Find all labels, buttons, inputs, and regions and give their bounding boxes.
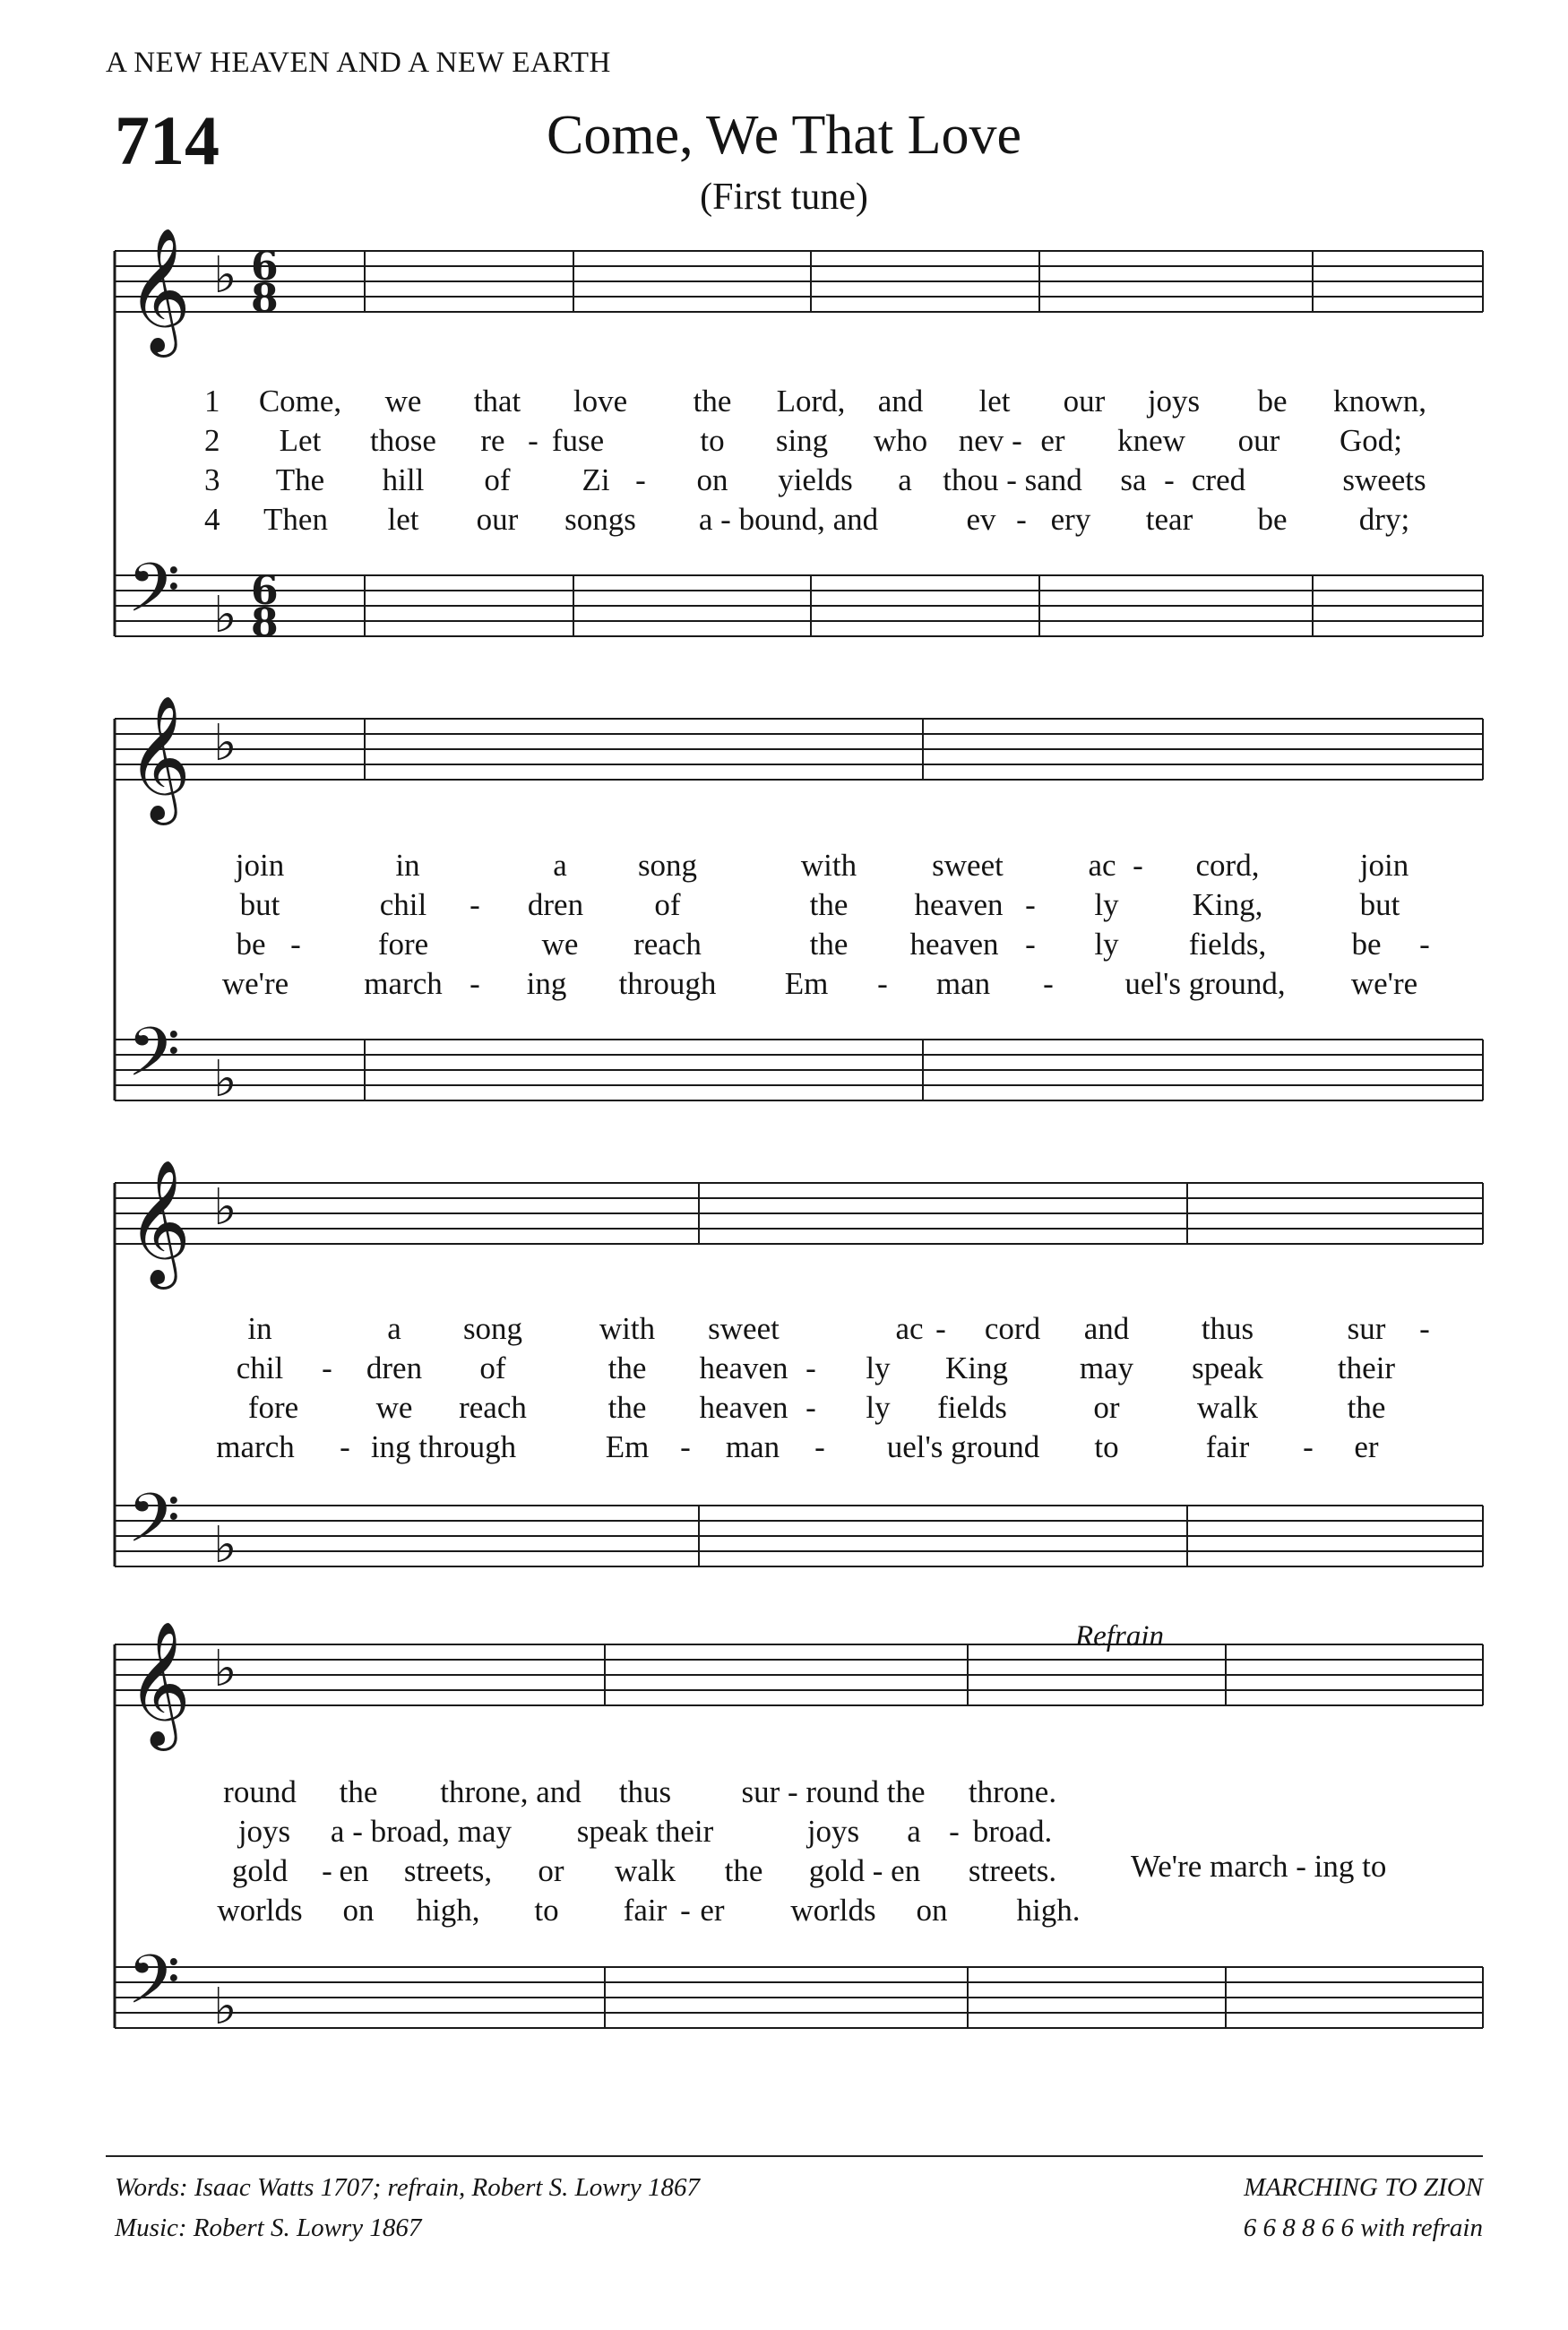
lyric-syllable: the (724, 1853, 763, 1888)
lyric-syllable: cord, (1195, 848, 1260, 883)
lyric-syllable: love (573, 384, 628, 419)
lyric-syllable: joys (1147, 384, 1201, 419)
lyric-syllable: our (1237, 423, 1280, 458)
lyric-syllable: The (275, 462, 325, 497)
lyric-syllable: be (236, 927, 266, 962)
lyric-syllable: the (809, 927, 849, 962)
lyric-syllable: the (693, 384, 732, 419)
lyric-syllable: let (978, 384, 1011, 419)
lyric-syllable: a (387, 1311, 401, 1346)
lyric-syllable: streets, (403, 1853, 493, 1888)
flat-icon: ♭ (213, 1050, 237, 1109)
flat-icon: ♭ (213, 1978, 237, 2036)
bass-clef-icon: 𝄢 (127, 548, 181, 644)
lyric-syllable: walk (1196, 1390, 1259, 1425)
lyric-syllable: in (395, 848, 420, 883)
lyric-syllable: - (1012, 423, 1022, 458)
lyric-syllable: Let (279, 423, 322, 458)
lyric-syllable: Em (784, 966, 829, 1001)
lyric-syllable: - (1016, 502, 1027, 537)
lyric-syllable: King, (1192, 887, 1263, 922)
lyric-syllable: - (322, 1853, 332, 1888)
lyric-syllable: our (1063, 384, 1106, 419)
lyric-syllable: - (635, 462, 646, 497)
lyric-syllable: sur (1347, 1311, 1386, 1346)
lyric-syllable: on (916, 1893, 948, 1928)
refrain-lyric: We're march - ing to (1131, 1849, 1387, 1884)
lyric-syllable: - (806, 1390, 816, 1425)
staff-system (0, 1609, 1568, 2064)
lyric-syllable: throne, and (440, 1774, 582, 1809)
lyric-syllable: the (809, 887, 849, 922)
lyric-syllable: on (342, 1893, 375, 1928)
lyric-syllable: Come, (258, 384, 342, 419)
lyric-syllable: - (1133, 848, 1143, 883)
lyric-syllable: a - bound, and (698, 502, 879, 537)
lyric-syllable: worlds (217, 1893, 303, 1928)
lyric-syllable: Zi (582, 462, 610, 497)
lyric-syllable: with (800, 848, 857, 883)
lyric-syllable: ery (1050, 502, 1091, 537)
lyric-syllable: - (290, 927, 301, 962)
lyric-syllable: worlds (790, 1893, 876, 1928)
lyric-syllable: of (484, 462, 511, 497)
lyric-syllable: - (340, 1429, 350, 1464)
lyric-syllable: the (607, 1351, 647, 1385)
lyric-syllable: - (1419, 1311, 1430, 1346)
lyric-syllable: ly (1094, 927, 1119, 962)
lyric-syllable: march (364, 966, 443, 1001)
lyric-syllable: dren (366, 1351, 423, 1385)
time-signature-top: 6 (251, 244, 279, 289)
music-credit: Music: Robert S. Lowry 1867 (115, 2214, 422, 2242)
lyric-syllable: our (476, 502, 519, 537)
lyric-syllable: high. (1016, 1893, 1081, 1928)
lyric-syllable: joys (806, 1814, 860, 1849)
time-signature-bottom: 8 (251, 276, 279, 322)
lyric-syllable: those (370, 423, 436, 458)
refrain-label: Refrain (1075, 1620, 1164, 1653)
verse-number: 1 (204, 384, 220, 419)
lyric-syllable: sing (775, 423, 829, 458)
lyric-syllable: through (618, 966, 717, 1001)
meter: 6 6 8 8 6 6 with refrain (1243, 2214, 1483, 2242)
words-credit: Words: Isaac Watts 1707; refrain, Robert S. Lowry 1867 (115, 2173, 701, 2202)
lyric-syllable: gold - en (808, 1853, 921, 1888)
lyric-syllable: may (1079, 1351, 1134, 1385)
lyric-syllable: join (1359, 848, 1409, 883)
lyric-syllable: reach (633, 927, 702, 962)
verse-number: 3 (204, 462, 220, 497)
lyric-syllable: ac (1088, 848, 1116, 883)
lyric-syllable: to (534, 1893, 559, 1928)
lyric-syllable: high, (416, 1893, 480, 1928)
lyric-syllable: - (1025, 927, 1036, 962)
flat-icon: ♭ (213, 1640, 237, 1698)
bass-clef-icon: 𝄢 (127, 1940, 181, 2036)
lyric-syllable: sa (1120, 462, 1147, 497)
tune-name: MARCHING TO ZION (1244, 2173, 1483, 2202)
lyric-syllable: ly (866, 1390, 891, 1425)
staff-system (0, 683, 1568, 1136)
lyric-syllable: - (1043, 966, 1054, 1001)
lyric-syllable: we (375, 1390, 413, 1425)
lyric-syllable: thus (618, 1774, 672, 1809)
lyric-syllable: ing (526, 966, 567, 1001)
lyric-syllable: round (223, 1774, 297, 1809)
bass-clef-icon: 𝄢 (127, 1479, 181, 1575)
lyric-syllable: man (725, 1429, 780, 1464)
bass-clef-icon: 𝄢 (127, 1013, 181, 1109)
lyric-syllable: that (473, 384, 521, 419)
lyric-syllable: speak their (576, 1814, 714, 1849)
footer-rule (106, 2155, 1483, 2157)
lyric-syllable: Lord, (776, 384, 846, 419)
lyric-syllable: their (1337, 1351, 1396, 1385)
lyric-syllable: sweet (932, 848, 1004, 883)
lyric-syllable: fore (247, 1390, 299, 1425)
lyric-syllable: but (239, 887, 280, 922)
lyric-syllable: to (1094, 1429, 1119, 1464)
lyric-syllable: we (384, 384, 422, 419)
treble-clef-icon: 𝄞 (127, 1160, 191, 1284)
lyric-syllable: cord (984, 1311, 1041, 1346)
lyric-syllable: heaven (909, 927, 999, 962)
lyric-syllable: a - broad, may (330, 1814, 513, 1849)
lyric-syllable: on (696, 462, 728, 497)
lyric-syllable: Then (263, 502, 328, 537)
lyric-syllable: song (637, 848, 698, 883)
lyric-syllable: streets. (968, 1853, 1057, 1888)
lyric-syllable: thou - sand (943, 462, 1082, 497)
lyric-syllable: uel's ground, (1124, 966, 1286, 1001)
lyric-syllable: thus (1201, 1311, 1254, 1346)
verse-number: 2 (204, 423, 220, 458)
lyric-syllable: of (479, 1351, 506, 1385)
lyric-syllable: - (1025, 887, 1036, 922)
lyric-syllable: er (1040, 423, 1065, 458)
lyric-syllable: knew (1117, 423, 1185, 458)
lyric-syllable: songs (564, 502, 636, 537)
flat-icon: ♭ (213, 714, 237, 772)
lyric-syllable: er (700, 1893, 725, 1928)
lyric-syllable: in (247, 1311, 272, 1346)
lyric-syllable: the (607, 1390, 647, 1425)
lyric-syllable: but (1359, 887, 1400, 922)
flat-icon: ♭ (213, 246, 237, 305)
lyric-syllable: the (1347, 1390, 1386, 1425)
lyric-syllable: join (235, 848, 285, 883)
lyric-syllable: ev (966, 502, 996, 537)
lyric-syllable: - (470, 966, 480, 1001)
lyric-syllable: or (538, 1853, 564, 1888)
lyric-syllable: sweets (1342, 462, 1426, 497)
lyric-syllable: reach (459, 1390, 527, 1425)
lyric-syllable: we (541, 927, 579, 962)
lyric-syllable: song (462, 1311, 523, 1346)
lyric-syllable: with (599, 1311, 656, 1346)
treble-clef-icon: 𝄞 (127, 695, 191, 820)
lyric-syllable: en (339, 1853, 369, 1888)
lyric-syllable: broad. (972, 1814, 1053, 1849)
lyric-syllable: er (1354, 1429, 1379, 1464)
lyric-syllable: and (1083, 1311, 1130, 1346)
lyric-syllable: joys (237, 1814, 291, 1849)
lyric-syllable: ac (895, 1311, 924, 1346)
lyric-syllable: fair (623, 1893, 668, 1928)
flat-icon: ♭ (213, 1178, 237, 1237)
lyric-syllable: who (873, 423, 928, 458)
treble-clef-icon: 𝄞 (127, 228, 191, 352)
lyric-syllable: chil (379, 887, 427, 922)
lyric-syllable: a (907, 1814, 921, 1849)
lyric-syllable: tear (1145, 502, 1193, 537)
lyric-syllable: hill (382, 462, 425, 497)
time-signature-bottom: 8 (251, 600, 279, 646)
lyric-syllable: to (700, 423, 725, 458)
lyric-syllable: Em (605, 1429, 650, 1464)
lyric-syllable: the (339, 1774, 378, 1809)
lyric-syllable: be (1257, 502, 1288, 537)
lyric-syllable: - (877, 966, 888, 1001)
hymn-subtitle: (First tune) (700, 177, 868, 218)
lyric-syllable: known, (1332, 384, 1427, 419)
lyric-syllable: heaven (699, 1351, 788, 1385)
lyric-syllable: heaven (914, 887, 1004, 922)
lyric-syllable: uel's ground (886, 1429, 1040, 1464)
lyric-syllable: sweet (708, 1311, 780, 1346)
lyric-syllable: - (528, 423, 538, 458)
lyric-syllable: sur - round the (741, 1774, 926, 1809)
time-signature-top: 6 (251, 568, 279, 614)
lyric-syllable: - (1164, 462, 1175, 497)
section-heading: A NEW HEAVEN AND A NEW EARTH (106, 47, 611, 79)
lyric-syllable: throne. (968, 1774, 1057, 1809)
lyric-syllable: - (322, 1351, 332, 1385)
lyric-syllable: man (935, 966, 991, 1001)
lyric-syllable: - (949, 1814, 960, 1849)
lyric-syllable: we're (221, 966, 289, 1001)
lyric-syllable: a (553, 848, 567, 883)
lyric-syllable: fair (1205, 1429, 1250, 1464)
lyric-syllable: we're (1350, 966, 1418, 1001)
lyric-syllable: a (898, 462, 912, 497)
lyric-syllable: fields (937, 1390, 1007, 1425)
lyric-syllable: - (470, 887, 480, 922)
lyric-syllable: and (877, 384, 924, 419)
lyric-syllable: yields (778, 462, 853, 497)
lyric-syllable: dry; (1358, 502, 1410, 537)
lyric-syllable: - (680, 1893, 691, 1928)
lyric-syllable: march (216, 1429, 295, 1464)
verse-number: 4 (204, 502, 220, 537)
flat-icon: ♭ (213, 586, 237, 644)
lyric-syllable: - (806, 1351, 816, 1385)
lyric-syllable: ly (866, 1351, 891, 1385)
hymn-title: Come, We That Love (547, 105, 1021, 166)
lyric-syllable: speak (1192, 1351, 1263, 1385)
lyric-syllable: walk (614, 1853, 676, 1888)
treble-clef-icon: 𝄞 (127, 1621, 191, 1746)
lyric-syllable: - (1303, 1429, 1314, 1464)
lyric-syllable: cred (1191, 462, 1246, 497)
lyric-syllable: - (1419, 927, 1430, 962)
lyric-syllable: dren (527, 887, 584, 922)
hymn-number: 714 (115, 101, 220, 179)
lyric-syllable: be (1257, 384, 1288, 419)
lyric-syllable: - (814, 1429, 825, 1464)
lyric-syllable: heaven (699, 1390, 788, 1425)
lyric-syllable: - (935, 1311, 946, 1346)
lyric-syllable: let (387, 502, 419, 537)
lyric-syllable: of (654, 887, 681, 922)
lyric-syllable: God; (1340, 423, 1402, 458)
lyric-syllable: be (1351, 927, 1382, 962)
lyric-syllable: fuse (551, 423, 605, 458)
lyric-syllable: ly (1094, 887, 1119, 922)
lyric-syllable: fore (377, 927, 429, 962)
lyric-syllable: ing through (370, 1429, 517, 1464)
lyric-syllable: gold (231, 1853, 289, 1888)
lyric-syllable: King (945, 1351, 1008, 1385)
flat-icon: ♭ (213, 1516, 237, 1575)
lyric-syllable: fields, (1188, 927, 1267, 962)
lyric-syllable: chil (236, 1351, 284, 1385)
lyric-syllable: - (680, 1429, 691, 1464)
lyric-syllable: re (480, 423, 505, 458)
lyric-syllable: nev (958, 423, 1004, 458)
lyric-syllable: or (1093, 1390, 1120, 1425)
